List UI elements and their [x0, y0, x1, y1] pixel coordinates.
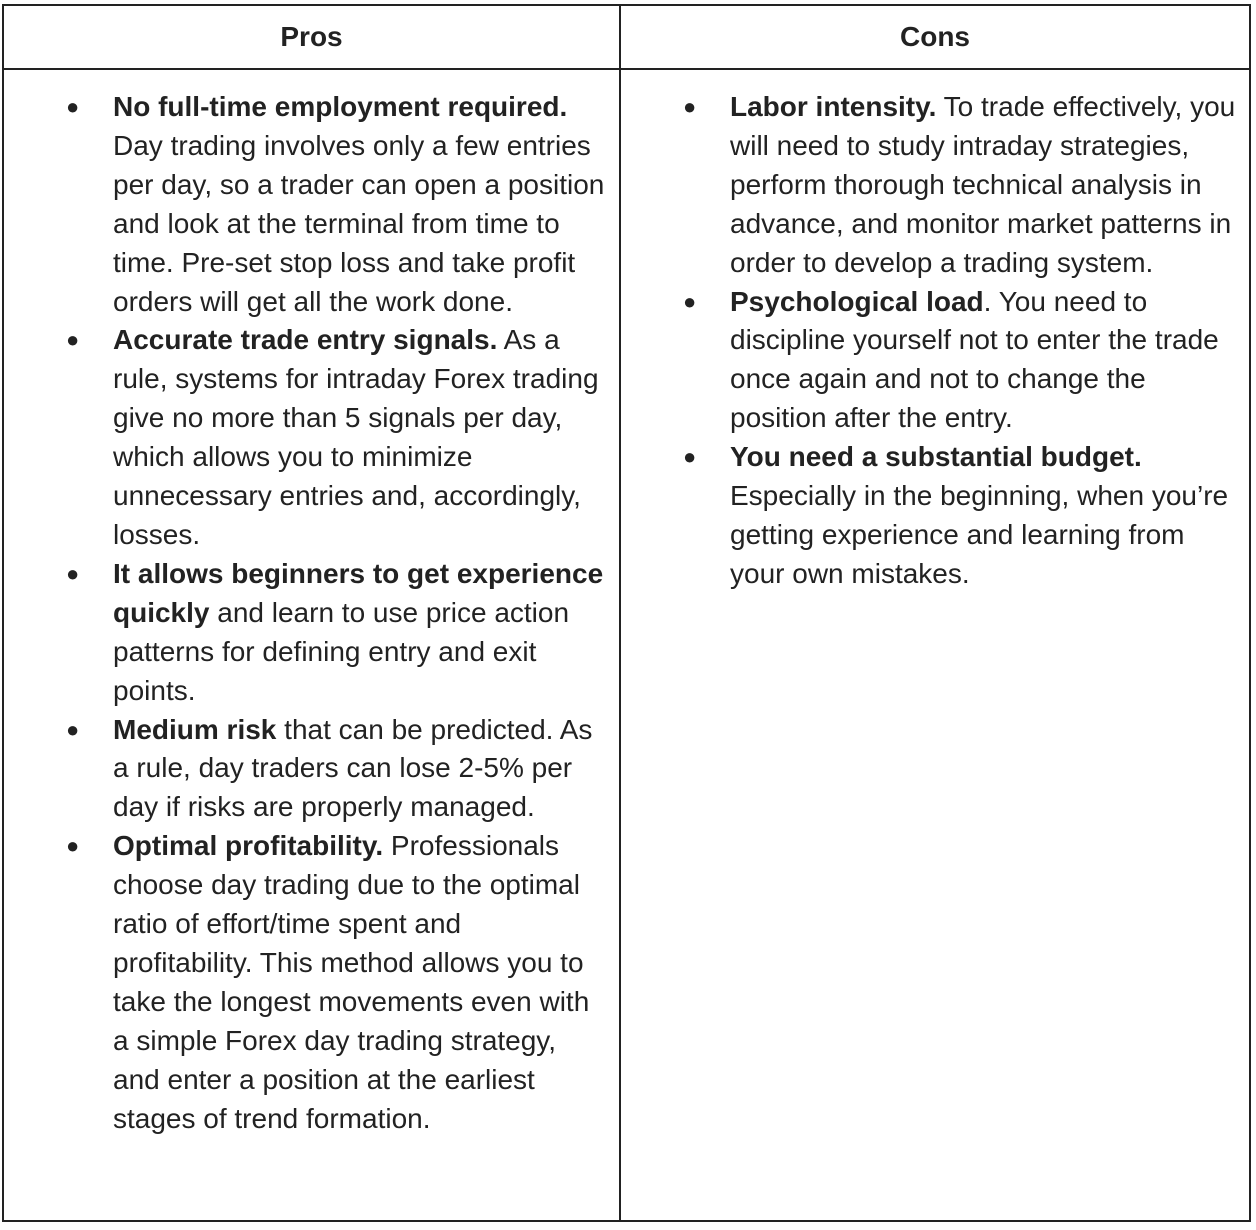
cons-header: Cons	[620, 5, 1250, 69]
bullet-icon: ●	[66, 833, 80, 859]
bullet-icon: ●	[683, 444, 697, 470]
list-item	[621, 283, 1249, 439]
item-bold: Psychological load	[730, 285, 984, 317]
list-item	[4, 827, 619, 1138]
bullet-icon: ●	[683, 288, 697, 314]
item-text: Especially in the beginning, when you’re getting experience and learning from your own mistakes.	[730, 480, 1229, 589]
item-bold: Accurate trade entry signals.	[113, 324, 498, 356]
bullet-icon: ●	[66, 94, 80, 119]
content-row	[3, 69, 1250, 1221]
bullet-icon: ●	[683, 94, 697, 119]
item-bold: You need a substantial budget.	[730, 441, 1142, 473]
pros-list	[4, 70, 619, 1138]
pros-header: Pros	[3, 5, 620, 69]
list-item	[621, 438, 1249, 594]
item-bold: Optimal profitability.	[113, 830, 384, 862]
item-bold: Labor intensity.	[730, 91, 937, 122]
list-item	[4, 711, 619, 828]
item-text: that can be predicted. As a rule, day traders can lose 2-5% per day if risks are properly managed.	[113, 713, 593, 823]
item-text: Professionals choose day trading due to the optimal ratio of effort/time spent and profitability. This method allows you to take the longest movements even with a simple Forex day trading strategy, and enter a position at the earliest stages of trend formation.	[113, 830, 590, 1134]
cons-list	[621, 70, 1249, 594]
item-text: To trade effectively, you will need to study intraday strategies, perform thorough technical analysis in advance, and monitor market patterns in order to develop a trading system.	[730, 91, 1236, 278]
bullet-icon: ●	[66, 560, 80, 586]
item-bold: No full-time employment required.	[113, 91, 568, 122]
bullet-icon: ●	[66, 327, 80, 353]
pros-cell	[3, 69, 620, 1221]
list-item	[4, 321, 619, 554]
item-text: . You need to discipline yourself not to enter the trade once again and not to change the position after the entry.	[730, 285, 1219, 434]
bullet-icon: ●	[66, 716, 80, 742]
cons-cell	[620, 69, 1250, 1221]
item-bold: Medium risk	[113, 713, 277, 745]
pros-cons-table	[2, 4, 1251, 1222]
item-bold: It allows beginners to get experience quickly	[113, 557, 604, 628]
item-text: Day trading involves only a few entries per day, so a trader can open a position and look at the terminal from time to time. Pre-set stop loss and take profit orders will get all the work done.	[113, 129, 605, 317]
list-item	[4, 88, 619, 321]
list-item	[4, 555, 619, 711]
item-text: and learn to use price action patterns for defining entry and exit points.	[113, 596, 570, 706]
item-text: As a rule, systems for intraday Forex trading give no more than 5 signals per day, which allows you to minimize unnecessary entries and, accordingly, losses.	[113, 324, 599, 550]
list-item	[621, 88, 1249, 283]
header-row	[3, 5, 1250, 69]
